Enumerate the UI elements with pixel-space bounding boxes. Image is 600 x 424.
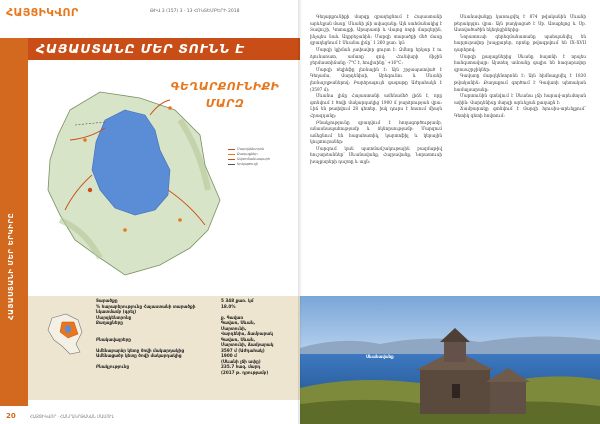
map-legend xyxy=(228,147,270,167)
page-spine xyxy=(298,0,302,424)
footer-text: ՀԱՅՑԻԿՎՈՐ · ՀԱՆՐԱԿՐԹԱԿԱՆ ՄԱՄՈՒԼ xyxy=(30,414,114,419)
fact-label: Ամենացածր կետը ծովի մակարդակից xyxy=(96,353,182,358)
page-footer xyxy=(0,406,300,424)
fact-value: 5 348 քառ. կմ xyxy=(221,298,254,303)
paragraph: Սևանավանքը կառուցվել է 874 թվականին Սևանի թերակղզու վրա: Այն բաղկացած է Սբ. Առաքելոց և Սբ. Աստվածածին եկեղեցիներից: xyxy=(454,14,586,33)
fact-value: 1900 մ xyxy=(221,353,237,358)
fact-label: Ամենաբարձր կետը ծովի մակարդակից xyxy=(96,347,184,353)
city-marker xyxy=(123,228,127,232)
fact-value: 3597 մ (Աժդահակ) xyxy=(221,347,265,353)
legend-label: Մարզկենտրոն xyxy=(237,147,265,151)
fact-value: 235.7 հազ. մարդ xyxy=(221,364,261,369)
fact-label: Տարածքը xyxy=(96,298,118,303)
fact-value: Գավառ, Սևան, xyxy=(221,336,256,342)
fact-value: (2017 թ. դրությամբ) xyxy=(221,369,269,375)
legend-label: Ավտոճանապարհ xyxy=(237,157,271,161)
fact-value: Մարտունի, xyxy=(221,325,247,331)
city-marker xyxy=(88,188,92,192)
issue-info: ԹԻՎ 3 (157) 3 · 13 ՀՈԿՏԵՄԲԵՐԻ 2018 xyxy=(150,9,240,14)
page-number: 20 xyxy=(6,412,16,420)
photo-caption: Սևանավանք xyxy=(366,354,394,359)
text-column-1 xyxy=(310,14,442,166)
paragraph: Ճամբարակը գտնվում է մարզի հյուսիս-արևելքում՝ Գետիկ գետի հովտում: xyxy=(454,106,586,118)
paragraph: Մարզի կլիման չափավոր ցուրտ է: Ձմեռը երկար է ու ձյունառատ, ամառը՝ զով: Հունվարի միջին ջերմաստիճանը -7°C է, հուլիսինը՝ +16°C: xyxy=(310,46,442,66)
side-band-text: ՀԱՅԱՍՏԱՆԻ ՄԵՐ ԵՐԿԻՐԸ xyxy=(7,212,15,320)
legend-item xyxy=(228,162,270,167)
page-title: ՀԱՅԱՍՏԱՆԸ ՄԵՐ ՏՈՒՆՆ Է xyxy=(36,41,245,56)
region-title-line2: ՄԱՐԶ xyxy=(205,97,245,110)
paragraph: Գավառը մարզկենտրոնն է: Այն հիմնադրվել է 1830 թվականին: Քաղաքում գործում է Գավառի պետական համալսարանը: xyxy=(454,73,586,92)
city-marker xyxy=(83,138,87,142)
legend-swatch xyxy=(228,149,235,151)
fact-label: Մարզկենտրոնը xyxy=(96,314,132,320)
region-title-line1: ԳԵՂԱՐՔՈՒՆԻՔԻ xyxy=(170,80,280,93)
fact-value: (Սևանի լճի ափը) xyxy=(221,358,261,364)
fact-label: Բնակչությունը xyxy=(96,364,130,369)
legend-swatch xyxy=(228,154,235,156)
fact-value: Գավառ, Սևան, xyxy=(221,320,256,325)
armenia-inset-map xyxy=(46,312,86,356)
table-row xyxy=(96,304,286,315)
city-marker xyxy=(178,218,182,222)
magazine-logo: ՀԱՅՑԻԿՎՈՐ xyxy=(6,6,79,19)
city-marker xyxy=(168,106,172,110)
fact-value: 18.0% xyxy=(221,303,236,309)
paragraph: Սևանա լիճը Հայաստանի ամենամեծ լիճն է, որը գտնվում է ծովի մակարդակից 1900 մ բարձրության վրա: Լիճ են թափվում 28 գետեր, իսկ դուրս է հոսում միայն Հրազդանը: xyxy=(310,93,442,118)
facts-table xyxy=(96,298,286,375)
fact-value: Մարտունի, Ճամբարակ xyxy=(221,342,274,347)
paragraph: Գեղարքունիքի մարզը զբաղեցնում է Հայաստանի արևելյան մասը՝ Սևանի լճի ավազանը: Այն սահմանակից է Տավուշի, Կոտայքի, Արարատի և Վայոց ձորի մարզերին, ինչպես նաև Ադրբեջանին: Մարզի տարածքի մեծ մասը զբաղեցնում է Սևանա լիճը՝ 1 260 քառ. կմ: xyxy=(310,14,442,46)
sevanavank-photo xyxy=(300,296,600,424)
table-row xyxy=(96,370,286,376)
fact-label xyxy=(96,370,221,376)
legend-swatch xyxy=(228,159,235,161)
fact-label: Բնակավայրերը xyxy=(96,336,131,342)
paragraph: Մարզի ռելիեֆը լեռնային է: Այն շրջապատված է Գեղամա, Վարդենիսի, Արեգունու և Սևանի լեռնաշղթաներով: Բարձրագույն գագաթը Աժդահակն է (3597 մ): xyxy=(310,66,442,92)
legend-swatch xyxy=(228,164,235,166)
paragraph: Մարտունին գտնվում է Սևանա լճի հարավ-արևմտյան ափին: Վարդենիսը մարզի արևելյան քաղաքն է: xyxy=(454,93,586,105)
paragraph: Նորատուսի գերեզմանատանը պահպանվել են հարյուրավոր խաչքարեր, որոնք թվագրվում են IX–XVII դարերով: xyxy=(454,33,586,52)
fact-value: ք. Գավառ xyxy=(221,314,244,320)
fact-value: Վարդենիս, Ճամբարակ xyxy=(221,331,273,336)
fact-label: Քաղաքները xyxy=(96,320,123,325)
paragraph: Մարզի քաղաքներից Սևանը հայտնի է որպես հանգստավայր: Այստեղ ամռանը գալիս են հազարավոր զբոսաշրջիկներ: xyxy=(454,53,586,72)
region-map xyxy=(30,80,240,290)
fact-label: % հարաբերությունը Հայաստանի տարածքի նկատմամբ (գրել) xyxy=(96,303,196,314)
legend-label: Քաղաքներ xyxy=(237,152,258,156)
text-column-2 xyxy=(454,14,586,120)
legend-label: Երկաթուղի xyxy=(237,162,259,166)
paragraph: Բնակչությունը զբաղվում է հողագործությամբ, անասնապահությամբ և ձկնորսությամբ: Մարզում աճեցնում են հացահատիկ, կարտոֆիլ և կերային կուլտուրաներ: xyxy=(310,119,442,145)
paragraph: Մարզում կան պատմամշակութային բազմաթիվ հուշարձաններ՝ Սևանավանք, Հայրավանք, Նորատուսի խաչքարերի դաշտը և այլն: xyxy=(310,145,442,165)
